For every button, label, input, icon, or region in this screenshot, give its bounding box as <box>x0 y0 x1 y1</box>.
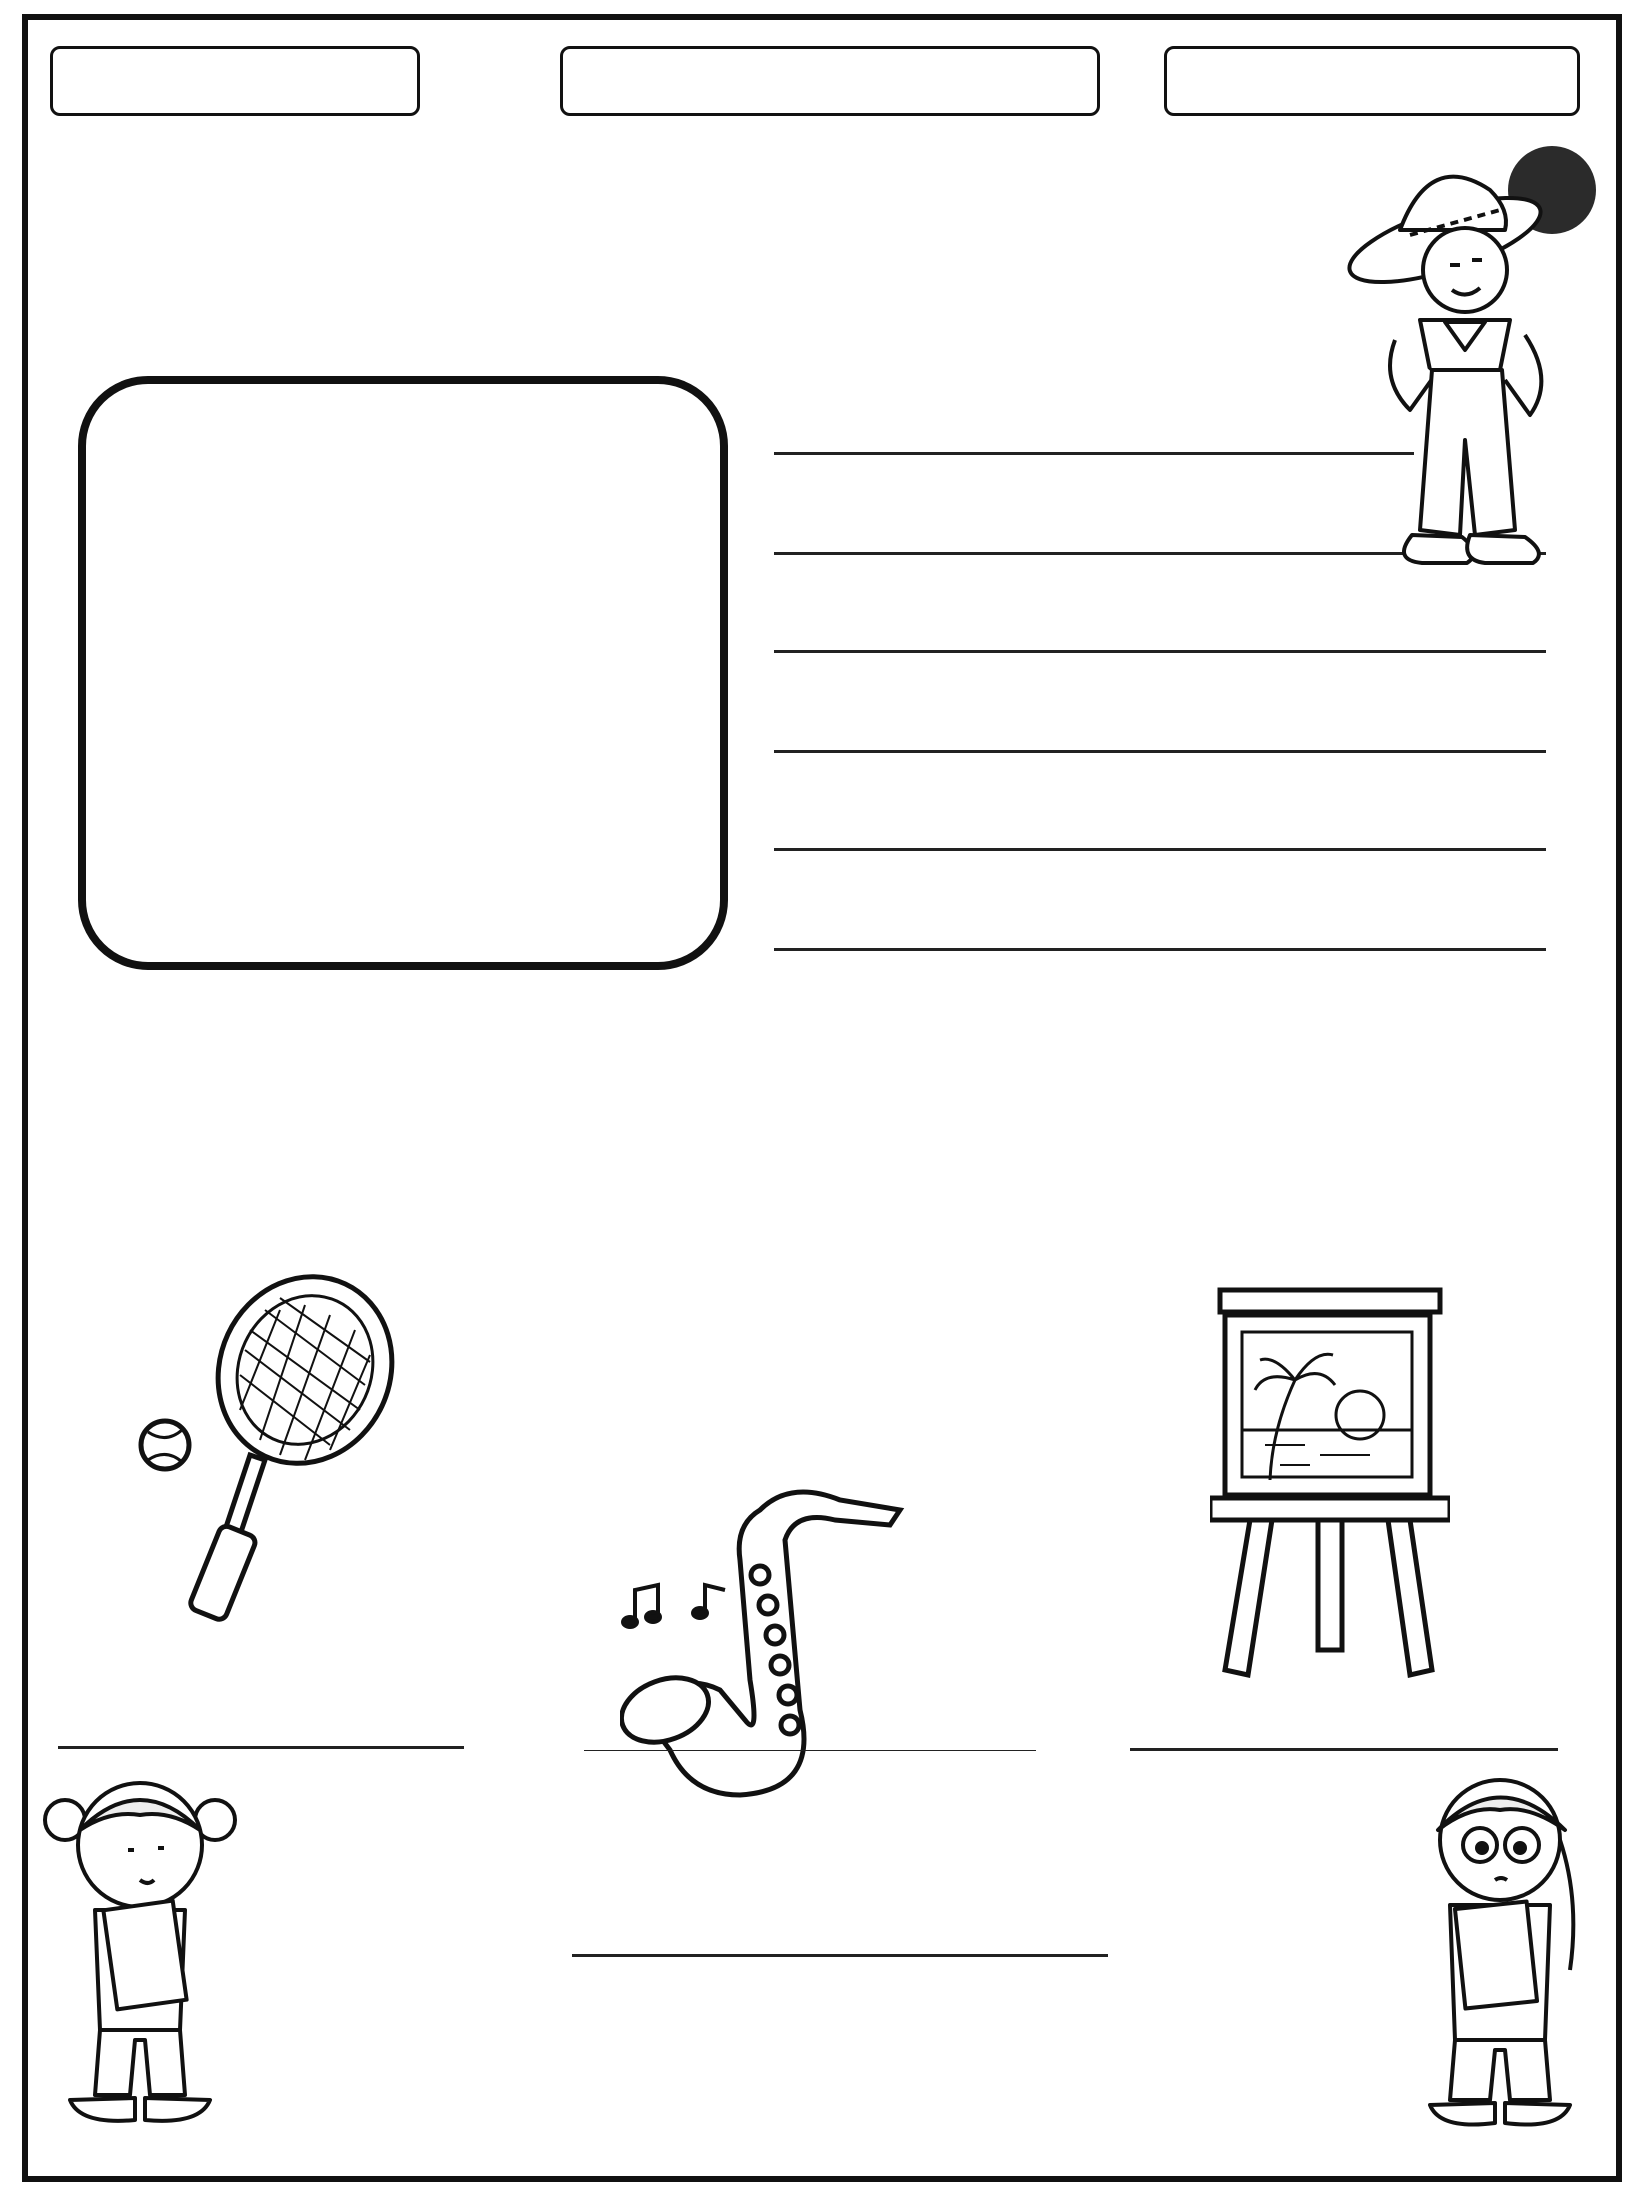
boy-sombrero-illustration <box>1340 140 1570 590</box>
answer-line-saxophone[interactable] <box>584 1750 1036 1751</box>
tennis-racket-icon <box>130 1270 420 1630</box>
easel-painting-icon <box>1210 1280 1450 1680</box>
answer-line-tennis[interactable] <box>58 1746 464 1749</box>
writing-line[interactable] <box>774 750 1546 753</box>
term-label <box>1164 46 1580 116</box>
answer-line-extra[interactable] <box>572 1954 1108 1957</box>
answer-line-easel[interactable] <box>1130 1748 1558 1751</box>
writing-line[interactable] <box>774 948 1546 951</box>
subject-label <box>560 46 1100 116</box>
girl-glasses-illustration <box>1400 1760 1610 2140</box>
writing-line[interactable] <box>774 452 1414 455</box>
saxophone-icon <box>620 1480 910 1810</box>
writing-line[interactable] <box>774 848 1546 851</box>
girl-reading-illustration <box>40 1760 240 2140</box>
writing-line[interactable] <box>774 650 1546 653</box>
drawing-area[interactable] <box>78 376 728 970</box>
grade-label <box>50 46 420 116</box>
